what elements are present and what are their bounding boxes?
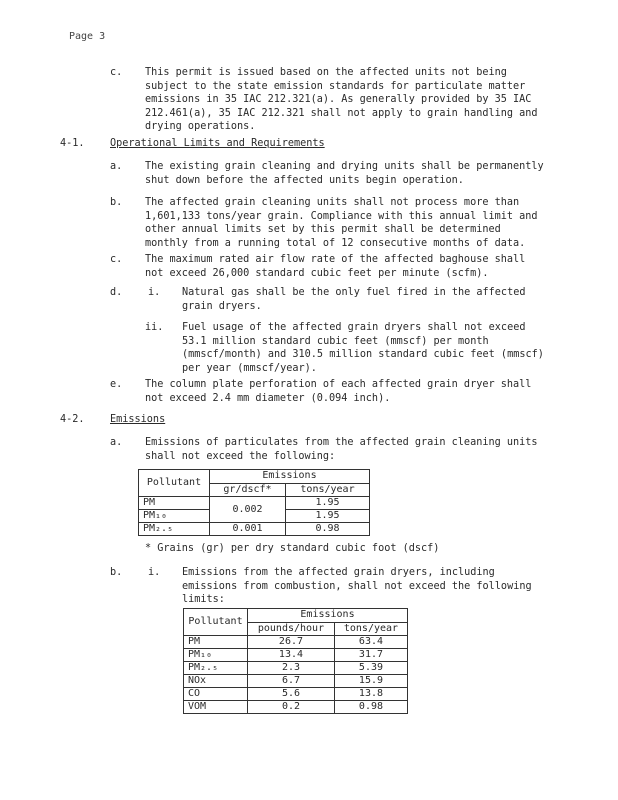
item-a-label: a. bbox=[110, 437, 123, 448]
pollutant-cell: PM₂.₅ bbox=[139, 523, 210, 536]
text-line: 1,601,133 tons/year grain. Compliance with this annual limit and bbox=[145, 210, 538, 222]
text-line: not exceed 26,000 standard cubic feet per minute (scfm). bbox=[145, 267, 489, 279]
column-header: gr/dscf* bbox=[210, 483, 286, 497]
text-line: emissions from combustion, shall not exceed the following bbox=[182, 580, 532, 592]
value-cell: 0.98 bbox=[286, 523, 370, 536]
table-footnote: * Grains (gr) per dry standard cubic foot (dscf) bbox=[145, 543, 440, 554]
text-line: shut down before the affected units begin operation. bbox=[145, 174, 464, 186]
pollutant-cell: PM bbox=[184, 636, 248, 649]
text-line: drying operations. bbox=[145, 121, 256, 133]
subitem-i-text bbox=[182, 286, 542, 313]
value-cell: 13.8 bbox=[334, 688, 407, 701]
value-cell: 26.7 bbox=[248, 636, 335, 649]
column-header: tons/year bbox=[334, 622, 407, 636]
pollutant-header: Pollutant bbox=[139, 470, 210, 497]
text-line: The existing grain cleaning and drying units shall be permanently bbox=[145, 161, 544, 172]
text-line: Emissions from the affected grain dryers, including bbox=[182, 567, 495, 578]
text-line: subject to the state emission standards for particulate matter bbox=[145, 80, 526, 92]
pollutant-cell: PM₂.₅ bbox=[184, 662, 248, 675]
item-a-text bbox=[145, 160, 544, 187]
item-c-label: c. bbox=[110, 67, 123, 78]
pollutant-cell: VOM bbox=[184, 701, 248, 714]
value-cell: 1.95 bbox=[286, 510, 370, 523]
value-cell: 0.98 bbox=[334, 701, 407, 714]
item-d-label: d. bbox=[110, 287, 123, 298]
pollutant-cell: PM₁₀ bbox=[139, 510, 210, 523]
table-row bbox=[184, 675, 408, 688]
value-cell: 15.9 bbox=[334, 675, 407, 688]
text-line: Fuel usage of the affected grain dryers shall not exceed bbox=[182, 322, 526, 333]
text-line: other annual limits set by this permit shall be determined bbox=[145, 224, 501, 236]
text-line: Emissions of particulates from the affected grain cleaning units bbox=[145, 437, 538, 448]
text-line: 212.461(a), 35 IAC 212.321 shall not apply to grain handling and bbox=[145, 107, 538, 119]
value-cell: 5.6 bbox=[248, 688, 335, 701]
text-line: The column plate perforation of each affected grain dryer shall bbox=[145, 379, 532, 390]
item-c-label: c. bbox=[110, 254, 123, 265]
value-cell: 5.39 bbox=[334, 662, 407, 675]
emissions-header: Emissions bbox=[248, 609, 408, 623]
text-line: This permit is issued based on the affected units not being bbox=[145, 67, 507, 78]
text-line: shall not exceed the following: bbox=[145, 450, 336, 462]
section-4-1-title: Operational Limits and Requirements bbox=[110, 138, 325, 149]
column-header: tons/year bbox=[286, 483, 370, 497]
item-b-label: b. bbox=[110, 197, 123, 208]
pollutant-cell: CO bbox=[184, 688, 248, 701]
item-e-text bbox=[145, 378, 537, 405]
subitem-i-label: i. bbox=[148, 567, 161, 578]
subitem-i-label: i. bbox=[148, 287, 161, 298]
value-cell: 2.3 bbox=[248, 662, 335, 675]
section-4-2-number: 4-2. bbox=[60, 414, 85, 425]
table-row bbox=[184, 649, 408, 662]
table-row bbox=[184, 688, 408, 701]
value-cell: 63.4 bbox=[334, 636, 407, 649]
table-row bbox=[184, 636, 408, 649]
value-cell: 13.4 bbox=[248, 649, 335, 662]
pollutant-cell: PM bbox=[139, 497, 210, 510]
item-b-label: b. bbox=[110, 567, 123, 578]
emissions-table-cleaning bbox=[138, 469, 370, 536]
text-line: Natural gas shall be the only fuel fired in the affected bbox=[182, 287, 526, 298]
pollutant-header: Pollutant bbox=[184, 609, 248, 636]
text-line: (mmscf/month) and 310.5 million standard cubic feet (mmscf) bbox=[182, 349, 544, 361]
item-a-text bbox=[145, 436, 537, 463]
value-cell: 6.7 bbox=[248, 675, 335, 688]
item-c-text bbox=[145, 253, 537, 280]
item-b-text bbox=[182, 566, 542, 607]
column-header: pounds/hour bbox=[248, 622, 335, 636]
item-a-label: a. bbox=[110, 161, 123, 172]
value-cell: 31.7 bbox=[334, 649, 407, 662]
item-e-label: e. bbox=[110, 379, 123, 390]
item-b-text bbox=[145, 196, 537, 250]
text-line: not exceed 2.4 mm diameter (0.094 inch). bbox=[145, 392, 391, 404]
emissions-table-dryers bbox=[183, 608, 408, 714]
table-row bbox=[139, 497, 370, 510]
item-c-text bbox=[145, 66, 537, 134]
text-line: The maximum rated air flow rate of the affected baghouse shall bbox=[145, 254, 526, 265]
table-row bbox=[139, 523, 370, 536]
value-cell: 1.95 bbox=[286, 497, 370, 510]
text-line: grain dryers. bbox=[182, 300, 262, 312]
value-cell: 0.2 bbox=[248, 701, 335, 714]
page-number: Page 3 bbox=[69, 31, 106, 42]
subitem-ii-text bbox=[182, 321, 542, 375]
emissions-header: Emissions bbox=[210, 470, 370, 484]
text-line: 53.1 million standard cubic feet (mmscf) per month bbox=[182, 335, 489, 347]
pollutant-cell: NOx bbox=[184, 675, 248, 688]
pollutant-cell: PM₁₀ bbox=[184, 649, 248, 662]
text-line: per year (mmscf/year). bbox=[182, 362, 317, 374]
table-row bbox=[184, 662, 408, 675]
text-line: limits: bbox=[182, 594, 225, 606]
value-cell: 0.002 bbox=[210, 497, 286, 523]
section-4-2-title: Emissions bbox=[110, 414, 166, 425]
table-row bbox=[184, 701, 408, 714]
text-line: emissions in 35 IAC 212.321(a). As generally provided by 35 IAC bbox=[145, 94, 532, 106]
value-cell: 0.001 bbox=[210, 523, 286, 536]
section-4-1-number: 4-1. bbox=[60, 138, 85, 149]
text-line: The affected grain cleaning units shall not process more than bbox=[145, 197, 520, 208]
subitem-ii-label: ii. bbox=[145, 322, 164, 333]
text-line: monthly from a running total of 12 consecutive months of data. bbox=[145, 237, 526, 249]
